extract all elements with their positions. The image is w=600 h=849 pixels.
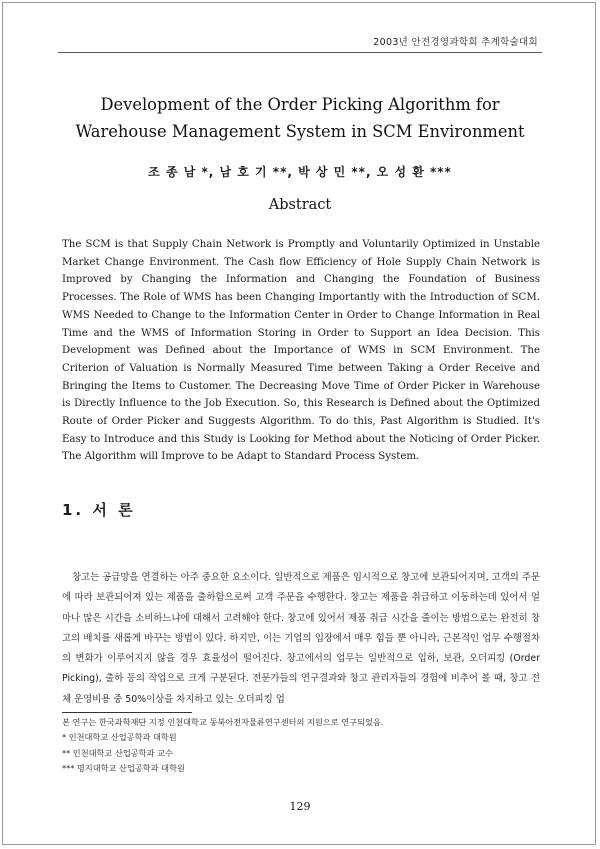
- section-heading: 1. 서 론: [62, 501, 136, 519]
- footnote-funding: 본 연구는 한국과학재단 지정 인천대학교 동북아전자물류연구센터의 지원으로 연구되었음.: [62, 717, 384, 727]
- author-list: 조 종 남 *, 남 호 기 **, 박 상 민 **, 오 성 환 ***: [148, 165, 452, 179]
- footnote-affiliation-1: * 인천대학교 산업공학과 대학원: [62, 732, 177, 743]
- title-line-1: Development of the Order Picking Algorithm for: [100, 95, 500, 114]
- header-rule: [58, 52, 542, 53]
- footnote-affiliation-3: *** 명지대학교 산업공학과 대학원: [62, 762, 185, 773]
- title-line-2: Warehouse Management System in SCM Environment: [75, 122, 525, 141]
- abstract-heading: Abstract: [268, 197, 332, 213]
- section-paragraph: 창고는 공급망을 연결하는 아주 중요한 요소이다. 일반적으로 제품은 임시적으로 창고에 보관되어지며, 고객의 주문에 따라 보관되어져 있는 제품을 출하함으로써 고객 주문을 수행한다. 창고는 제품을 취급하고 이동하는데 있어서 얼마나 많은 시간을 소비하느냐에 대해서 고려해야 한다. 창고에 있어서 제품 취급 시간을 줄이는 방법으로는 완전히 창고의 배치를 새롭게 바꾸는 방법이 있다. 하지만, 이는 기업의 입장에서 매우 힘들 뿐 아니라, 근본적인 업무 수행절차의 변화가 이루어지지 않을 경우 효율성이 떨어진다. 창고에서의 업무는 일반적으로 입하, 보관, 오더피킹 (Order Picking), 출하 등의 작업으로 크게 구분된다. 전문가들의 연구결과와 창고 관리자들의 경험에 비추어 볼 때, 창고 전체 운영비용 중 50%이상을 차지하고 있는 오더피킹 업: [62, 572, 540, 705]
- footnote-rule: [62, 712, 192, 713]
- footnotes: [62, 715, 540, 776]
- paper-title: [40, 91, 560, 145]
- running-head: 2003년 안전경영과학회 추계학술대회: [373, 37, 538, 48]
- footnote-affiliation-2: ** 인천대학교 산업공학과 교수: [62, 747, 173, 758]
- abstract-text: The SCM is that Supply Chain Network is Promptly and Voluntarily Optimized in Unstable Market Change Environment. The Cash flow Efficiency of Hole Supply Chain Network is Improved by Changing the Information and Changing the Foundation of Business Processes. The Role of WMS has been Changing Importantly with the Introduction of SCM. WMS Needed to Change to the Information Center in Order to Change Information in Real Time and the WMS of Information Storing in Order to Support an Idea Decision. This Development was Defined about the Importance of WMS in SCM Environment. The Criterion of Valuation is Normally Measured Time between Taking a Order Receive and Bringing the Items to Customer. The Decreasing Move Time of Order Picker in Warehouse is Directly Influence to the Job Execution. So, this Research is Defined about the Optimized Route of Order Picker and Suggests Algorithm. To do this, Past Algorithm is Studied. It's Easy to Introduce and this Study is Looking for Method about the Noticing of Order Picker. The Algorithm will Improve to be Adapt to Standard Process System.: [62, 239, 540, 463]
- page-number: 129: [289, 800, 311, 813]
